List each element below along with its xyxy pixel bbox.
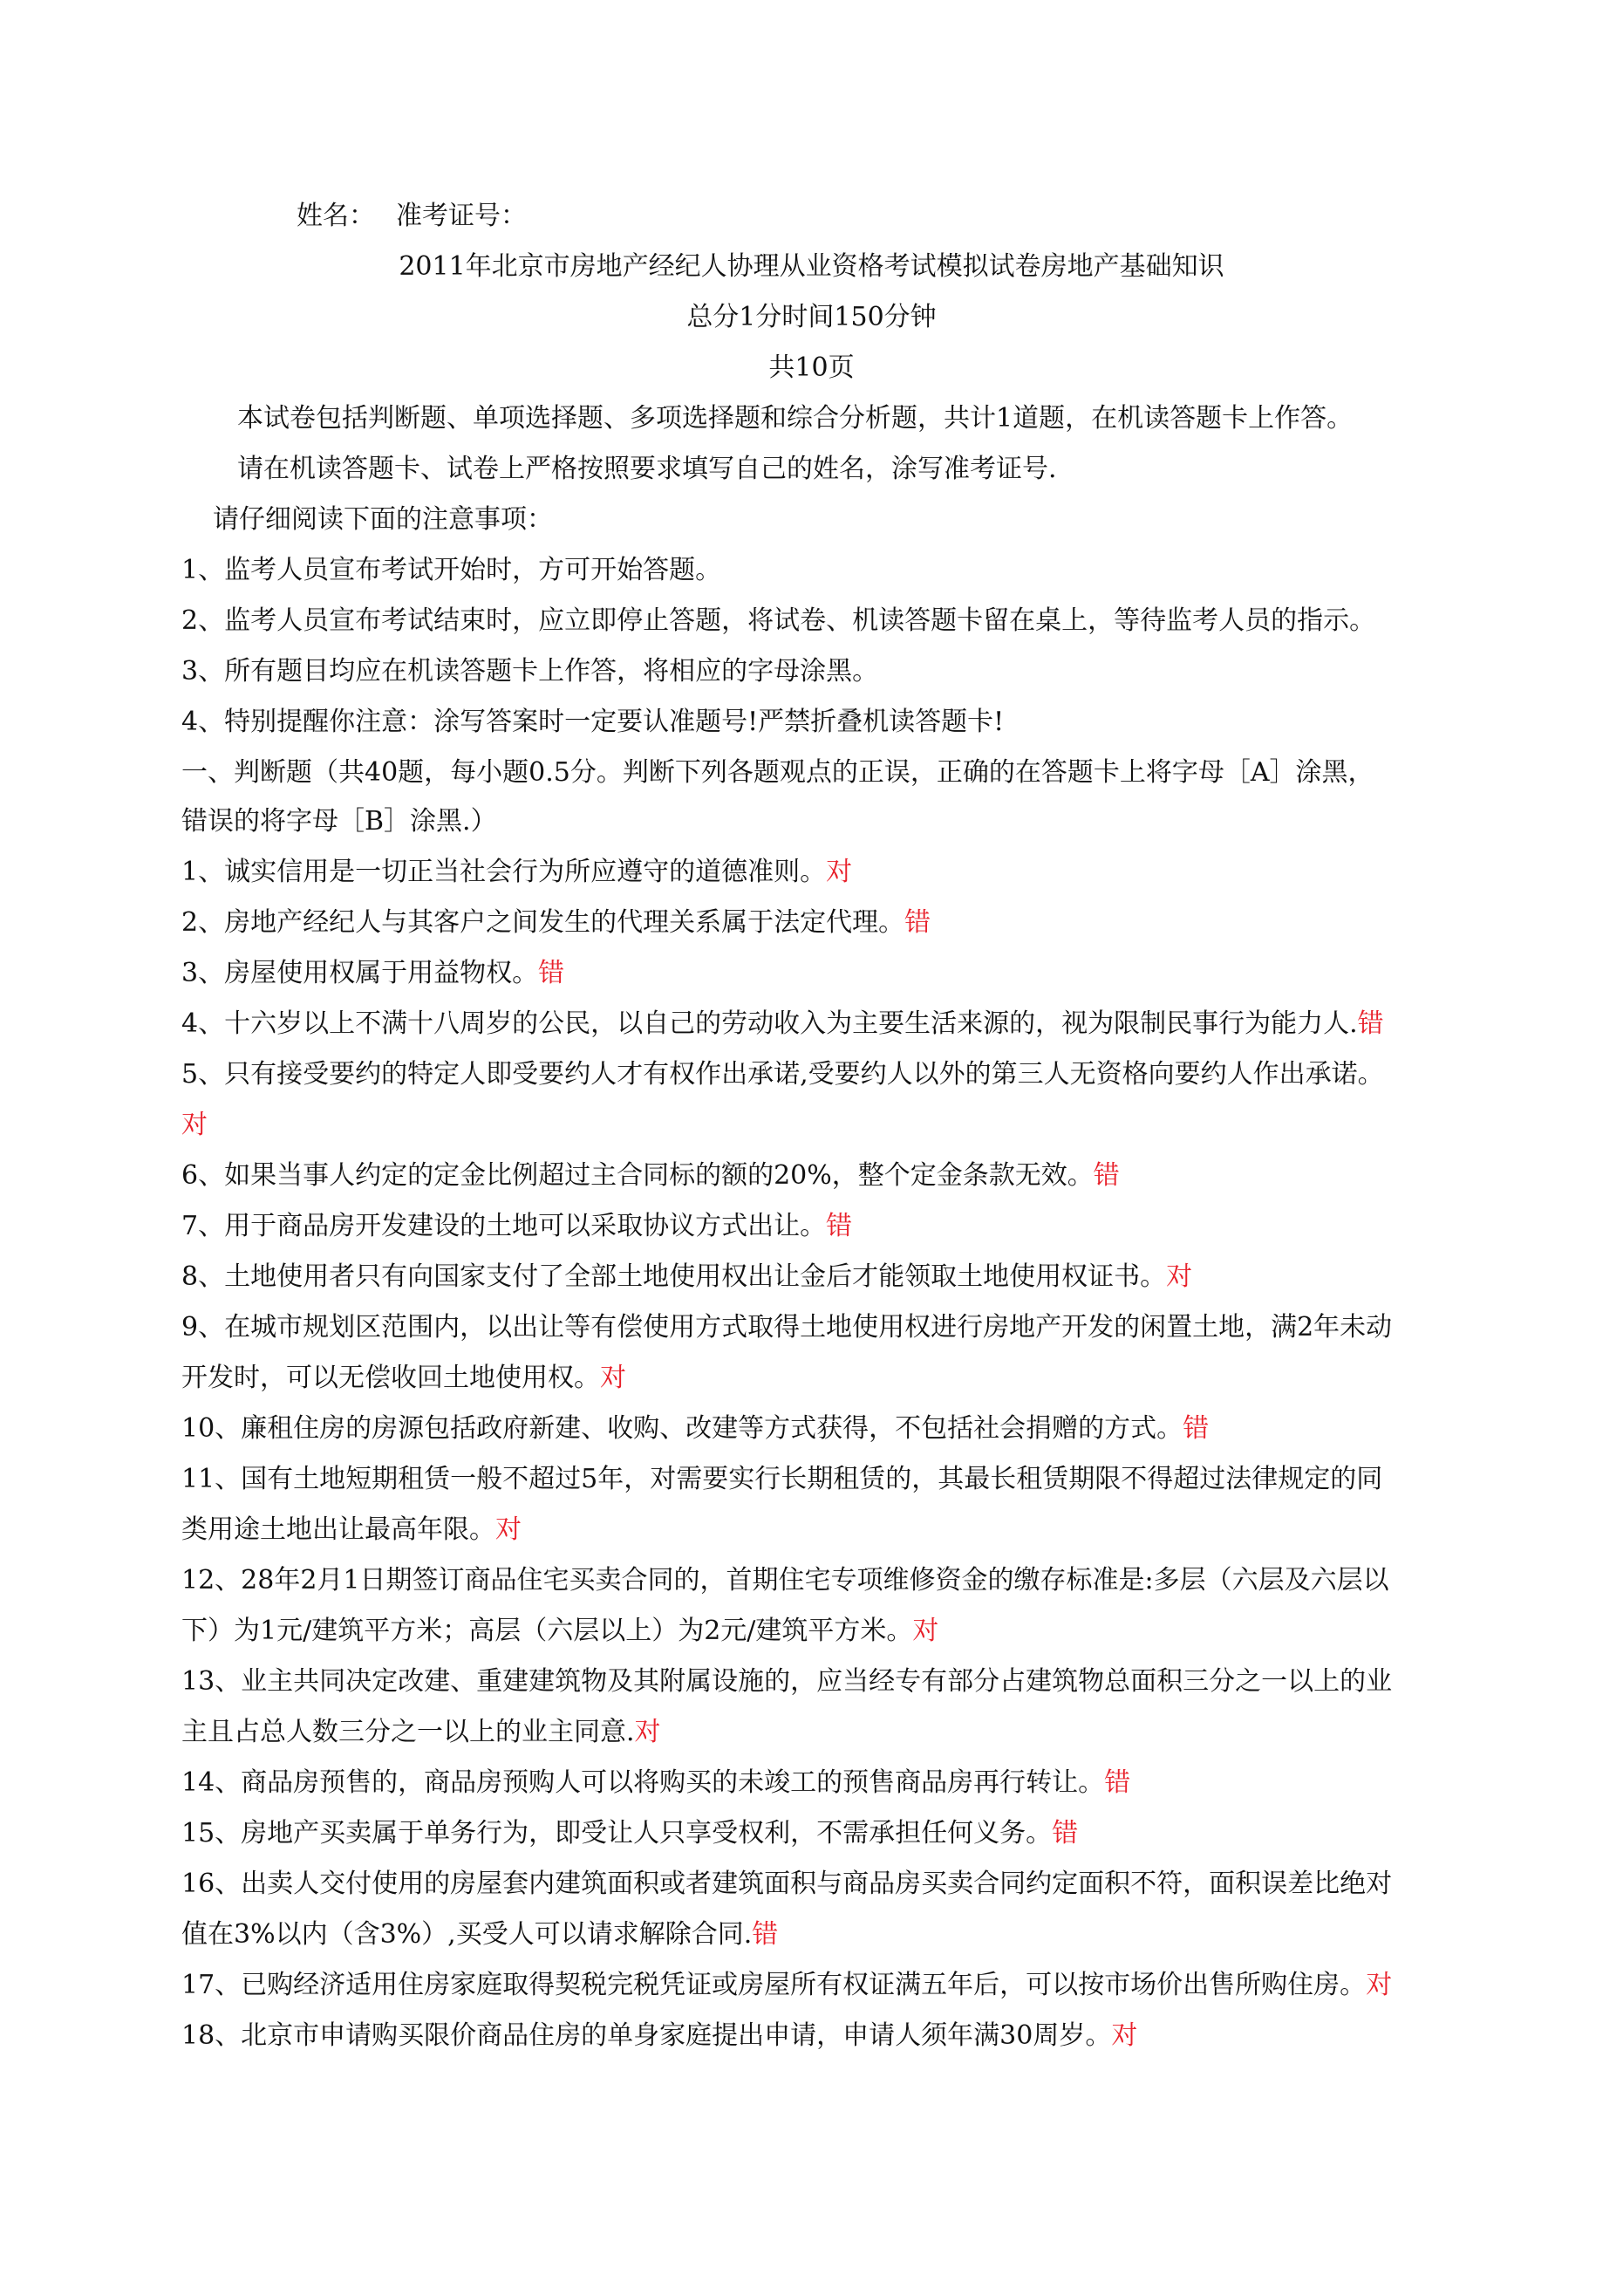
question-text: 16、出卖人交付使用的房屋套内建筑面积或者建筑面积与商品房买卖合同约定面积不符，面积误差比绝对 — [181, 1869, 1393, 1899]
question-16-line-1 — [181, 1867, 1392, 1902]
question-9-line-1 — [181, 1310, 1392, 1345]
answer-mark: 错 — [904, 907, 931, 938]
answer-mark: 对 — [600, 1363, 626, 1393]
question-text: 主且占总人数三分之一以上的业主同意. — [181, 1717, 635, 1747]
name-label: 姓名： — [297, 201, 375, 231]
exam-title: 2011年北京市房地产经纪人协理从业资格考试模拟试卷房地产基础知识 — [399, 251, 1224, 282]
question-text: 4、十六岁以上不满十八周岁的公民，以自己的劳动收入为主要生活来源的，视为限制民事行为能力人. — [181, 1008, 1358, 1039]
question-2 — [181, 905, 931, 940]
question-10 — [181, 1411, 1209, 1446]
page-count: 共10页 — [768, 352, 855, 383]
question-11-line-1 — [181, 1462, 1382, 1497]
question-text: 1、诚实信用是一切正当社会行为所应遵守的道德准则。 — [181, 857, 827, 887]
question-text: 17、已购经济适用住房家庭取得契税完税凭证或房屋所有权证满五年后，可以按市场价出售所购住房。 — [181, 1970, 1367, 2000]
question-text: 类用途土地出让最高年限。 — [181, 1514, 495, 1545]
section1-heading-line-1: 一、判断题（共40题，每小题0.5分。判断下列各题观点的正误，正确的在答题卡上将字母［A］涂黑， — [181, 757, 1374, 788]
section1-heading-line-2: 错误的将字母［B］涂黑.） — [181, 806, 497, 837]
question-text: 14、商品房预售的，商品房预购人可以将购买的未竣工的预售商品房再行转让。 — [181, 1767, 1105, 1798]
notice-1: 1、监考人员宣布考试开始时，方可开始答题。 — [181, 555, 722, 585]
question-8 — [181, 1260, 1192, 1295]
question-14 — [181, 1766, 1130, 1801]
question-5-line-1 — [181, 1057, 1384, 1092]
question-text: 18、北京市申请购买限价商品住房的单身家庭提出申请，申请人须年满30周岁。 — [181, 2020, 1112, 2051]
answer-mark: 对 — [1111, 2020, 1138, 2051]
answer-mark: 错 — [826, 1211, 853, 1241]
question-13-line-1 — [181, 1664, 1392, 1699]
question-5-line-2 — [181, 1108, 208, 1143]
question-text: 8、土地使用者只有向国家支付了全部土地使用权出让金后才能领取土地使用权证书。 — [181, 1261, 1167, 1292]
question-18 — [181, 2019, 1137, 2053]
answer-mark: 对 — [181, 1110, 208, 1140]
notice-3: 3、所有题目均应在机读答题卡上作答，将相应的字母涂黑。 — [181, 656, 879, 687]
question-text: 12、28年2月1日期签订商品住宅买卖合同的，首期住宅专项维修资金的缴存标准是:多层（六层及六层以 — [181, 1565, 1389, 1596]
question-11-line-2 — [181, 1513, 522, 1548]
question-text: 11、国有土地短期租赁一般不超过5年，对需要实行长期租赁的，其最长租赁期限不得超过法律规定的同 — [181, 1464, 1383, 1494]
question-15 — [181, 1816, 1078, 1851]
question-13-line-2 — [181, 1715, 661, 1750]
exam-id-label: 准考证号： — [396, 201, 527, 231]
intro-line-2: 请在机读答题卡、试卷上严格按照要求填写自己的姓名，涂写准考证号. — [237, 454, 1057, 484]
question-text: 13、业主共同决定改建、重建建筑物及其附属设施的，应当经专有部分占建筑物总面积三分之一以上的业 — [181, 1666, 1393, 1697]
question-text: 10、廉租住房的房源包括政府新建、收购、改建等方式获得，不包括社会捐赠的方式。 — [181, 1413, 1183, 1444]
question-6 — [181, 1158, 1120, 1193]
question-1 — [181, 855, 852, 890]
intro-line-3: 请仔细阅读下面的注意事项： — [213, 504, 553, 535]
question-text: 值在3%以内（含3%）,买受人可以请求解除合同. — [181, 1919, 753, 1950]
question-12-line-1 — [181, 1563, 1389, 1598]
notice-4: 4、特别提醒你注意：涂写答案时一定要认准题号!严禁折叠机读答题卡! — [181, 707, 1005, 737]
question-3 — [181, 956, 564, 991]
candidate-info-line — [297, 199, 527, 234]
answer-mark: 错 — [538, 958, 565, 988]
question-text: 6、如果当事人约定的定金比例超过主合同标的额的20%，整个定金条款无效。 — [181, 1160, 1094, 1191]
intro-line-1: 本试卷包括判断题、单项选择题、多项选择题和综合分析题，共计1道题，在机读答题卡上作答。 — [237, 403, 1354, 434]
answer-mark: 对 — [495, 1514, 522, 1545]
answer-mark: 错 — [1093, 1160, 1120, 1191]
answer-mark: 错 — [1183, 1413, 1210, 1444]
score-time: 总分1分时间150分钟 — [686, 302, 937, 332]
answer-mark: 错 — [1052, 1818, 1079, 1848]
answer-mark: 错 — [752, 1919, 779, 1950]
answer-mark: 对 — [826, 857, 853, 887]
question-12-line-2 — [181, 1614, 938, 1649]
question-text: 15、房地产买卖属于单务行为，即受让人只享受权利，不需承担任何义务。 — [181, 1818, 1053, 1848]
question-text: 开发时，可以无偿收回土地使用权。 — [181, 1363, 600, 1393]
answer-mark: 错 — [1357, 1008, 1384, 1039]
question-text: 2、房地产经纪人与其客户之间发生的代理关系属于法定代理。 — [181, 907, 905, 938]
question-text: 3、房屋使用权属于用益物权。 — [181, 958, 539, 988]
question-text: 下）为1元/建筑平方米；高层（六层以上）为2元/建筑平方米。 — [181, 1616, 913, 1646]
question-text: 7、用于商品房开发建设的土地可以采取协议方式出让。 — [181, 1211, 827, 1241]
question-7 — [181, 1209, 852, 1244]
question-17 — [181, 1968, 1392, 2003]
answer-mark: 对 — [1166, 1261, 1193, 1292]
question-9-line-2 — [181, 1361, 626, 1396]
answer-mark: 错 — [1104, 1767, 1131, 1798]
answer-mark: 对 — [912, 1616, 939, 1646]
question-text: 9、在城市规划区范围内，以出让等有偿使用方式取得土地使用权进行房地产开发的闲置土地，满2年未动 — [181, 1312, 1393, 1343]
question-4 — [181, 1007, 1384, 1042]
question-text: 5、只有接受要约的特定人即受要约人才有权作出承诺,受要约人以外的第三人无资格向要约人作出承诺。 — [181, 1059, 1384, 1090]
answer-mark: 对 — [1366, 1970, 1393, 2000]
answer-mark: 对 — [634, 1717, 661, 1747]
question-16-line-2 — [181, 1917, 778, 1952]
notice-2: 2、监考人员宣布考试结束时，应立即停止答题，将试卷、机读答题卡留在桌上，等待监考人员的指示。 — [181, 605, 1376, 636]
